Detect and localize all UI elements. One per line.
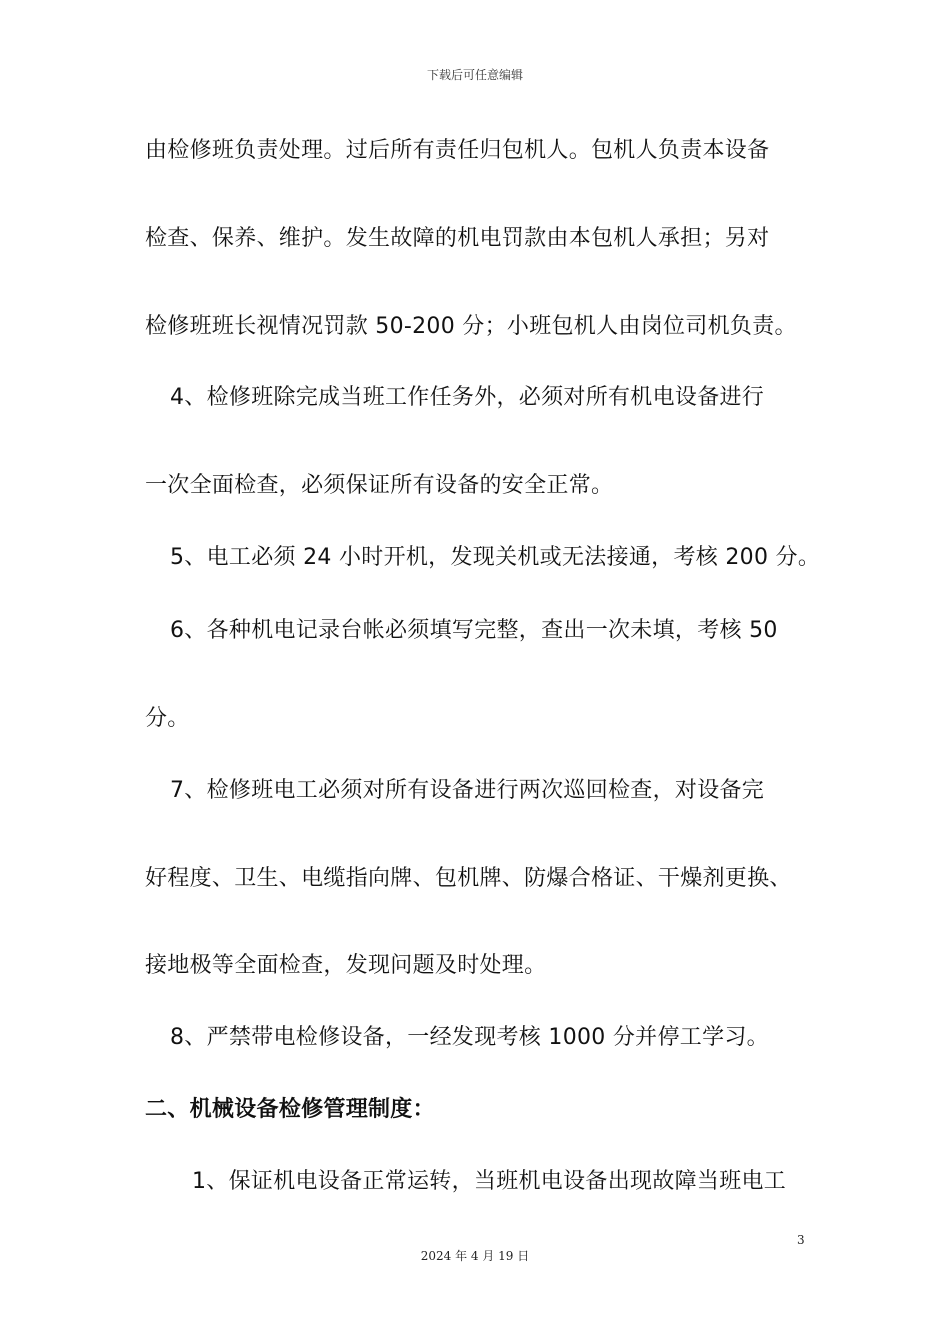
page-number: 3 xyxy=(797,1233,805,1247)
body-line: 分。 xyxy=(145,706,190,731)
body-line: 由检修班负责处理。过后所有责任归包机人。包机人负责本设备 xyxy=(145,138,770,163)
body-line: 一次全面检查，必须保证所有设备的安全正常。 xyxy=(145,473,614,498)
body-line: 6、各种机电记录台帐必须填写完整，查出一次未填，考核 50 xyxy=(170,618,778,643)
body-line: 4、检修班除完成当班工作任务外，必须对所有机电设备进行 xyxy=(170,385,765,410)
page-footer-date: 2024 年 4 月 19 日 xyxy=(420,1249,530,1263)
section-heading: 二、机械设备检修管理制度： xyxy=(145,1097,435,1122)
body-line: 8、严禁带电检修设备，一经发现考核 1000 分并停工学习。 xyxy=(170,1025,769,1050)
body-line: 5、电工必须 24 小时开机，发现关机或无法接通，考核 200 分。 xyxy=(170,545,821,570)
body-line: 检查、保养、维护。发生故障的机电罚款由本包机人承担；另对 xyxy=(145,226,770,251)
body-line: 好程度、卫生、电缆指向牌、包机牌、防爆合格证、干燥剂更换、 xyxy=(145,866,792,891)
page-header: 下载后可任意编辑 xyxy=(426,68,523,82)
body-line: 7、检修班电工必须对所有设备进行两次巡回检查，对设备完 xyxy=(170,778,765,803)
body-line: 1、保证机电设备正常运转，当班机电设备出现故障当班电工 xyxy=(192,1169,787,1194)
body-line: 接地极等全面检查，发现问题及时处理。 xyxy=(145,953,547,978)
body-line: 检修班班长视情况罚款 50-200 分；小班包机人由岗位司机负责。 xyxy=(145,314,797,339)
